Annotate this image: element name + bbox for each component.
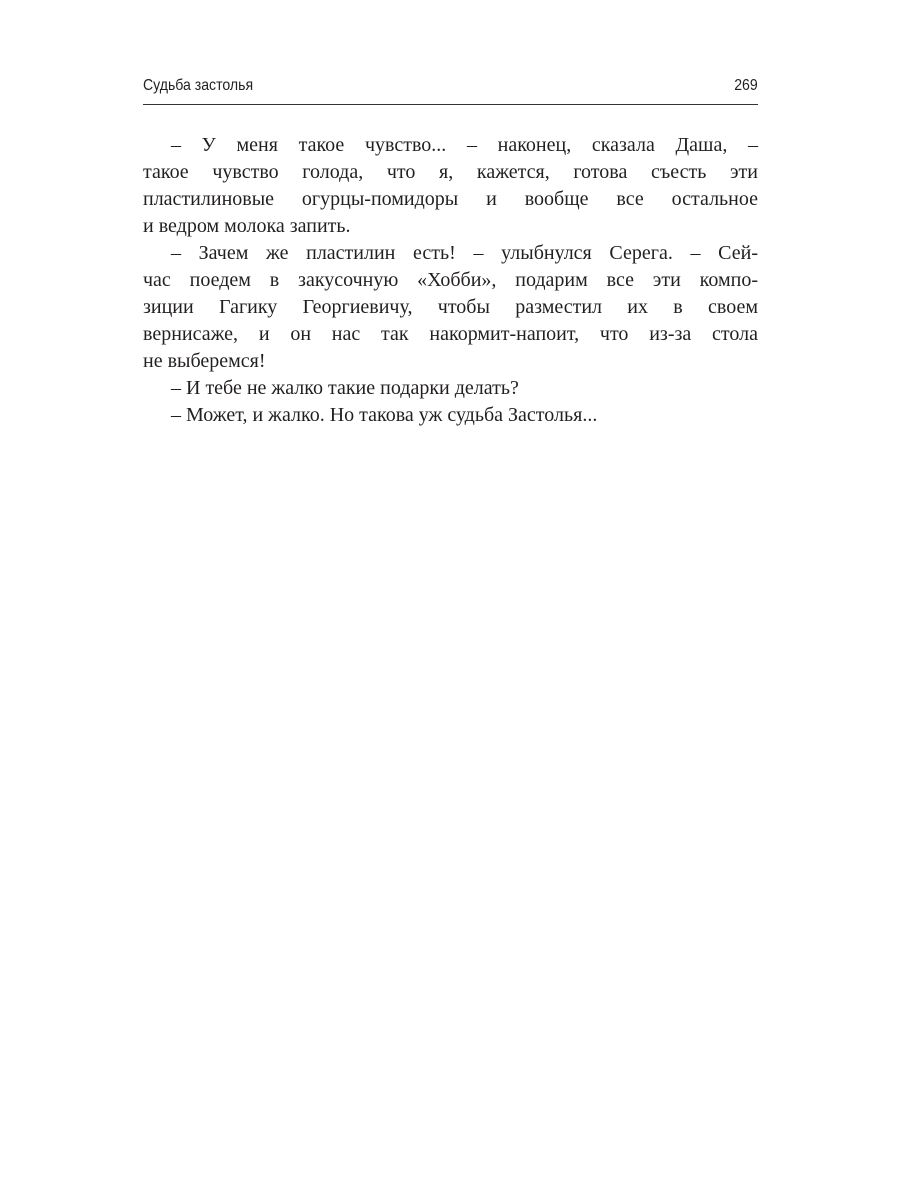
text-line: такое чувство голода, что я, кажется, готова съесть эти (143, 161, 758, 183)
text-line: зиции Гагику Георгиевичу, чтобы разместил их в своем (143, 296, 758, 318)
text-line: – У меня такое чувство... – наконец, сказала Даша, – (171, 134, 758, 156)
text-line: – Зачем же пластилин есть! – улыбнулся Серега. – Сей- (171, 242, 758, 264)
running-header (143, 77, 758, 99)
text-line: пластилиновые огурцы-помидоры и вообще все остальное (143, 188, 758, 210)
running-title: Судьба застолья (143, 77, 254, 94)
text-line: не выберемся! (143, 350, 266, 372)
paragraph (143, 375, 758, 402)
text-line: – Может, и жалко. Но такова уж судьба Застолья... (171, 404, 598, 426)
page-number: 269 (734, 77, 758, 94)
paragraph (143, 132, 758, 240)
paragraph (143, 402, 758, 429)
text-line: вернисаже, и он нас так накормит-напоит, что из-за стола (143, 323, 758, 345)
text-line: час поедем в закусочную «Хобби», подарим все эти компо- (143, 269, 758, 291)
paragraph (143, 240, 758, 375)
text-line: и ведром молока запить. (143, 215, 351, 237)
header-rule (143, 104, 758, 105)
page-body (143, 132, 758, 429)
text-line: – И тебе не жалко такие подарки делать? (171, 377, 519, 399)
